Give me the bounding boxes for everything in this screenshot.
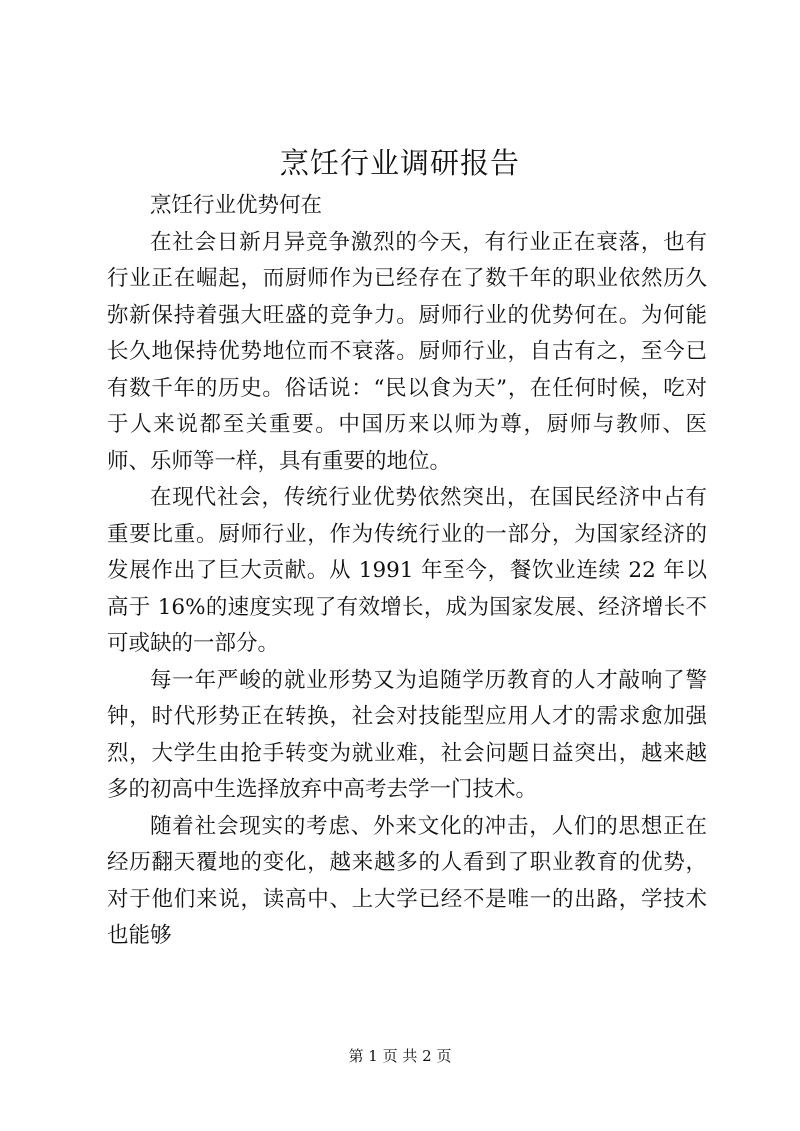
paragraph: 每一年严峻的就业形势又为追随学历教育的人才敲响了警钟，时代形势正在转换，社会对技能型应用人才的需求愈加强烈，大学生由抢手转变为就业难，社会问题日益突出，越来越多的初高中生选择放弃中高考去学一门技术。 — [107, 667, 707, 802]
section-heading: 烹饪行业优势何在 — [150, 193, 323, 218]
paragraph: 随着社会现实的考虑、外来文化的冲击，人们的思想正在经历翻天覆地的变化，越来越多的人看到了职业教育的优势，对于他们来说，读高中、上大学已经不是唯一的出路，学技术也能够 — [107, 813, 707, 948]
paragraph: 在现代社会，传统行业优势依然突出，在国民经济中占有重要比重。厨师行业，作为传统行业的一部分，为国家经济的发展作出了巨大贡献。从 1991 年至今，餐饮业连续 22 年以高于 16%的速度实现了有效增长，成为国家发展、经济增长不可或缺的一部分。 — [107, 485, 707, 656]
page-number-footer: 第 1 页 共 2 页 — [348, 1047, 452, 1065]
document-body — [107, 188, 707, 955]
document-title: 烹饪行业调研报告 — [279, 146, 520, 180]
paragraph: 在社会日新月异竞争激烈的今天，有行业正在衰落，也有行业正在崛起，而厨师作为已经存在了数千年的职业依然历久弥新保持着强大旺盛的竞争力。厨师行业的优势何在。为何能长久地保持优势地位而不衰落。厨师行业，自古有之，至今已有数千年的历史。俗话说：“民以食为天”，在任何时候，吃对于人来说都至关重要。中国历来以师为尊，厨师与教师、医师、乐师等一样，具有重要的地位。 — [107, 229, 707, 474]
